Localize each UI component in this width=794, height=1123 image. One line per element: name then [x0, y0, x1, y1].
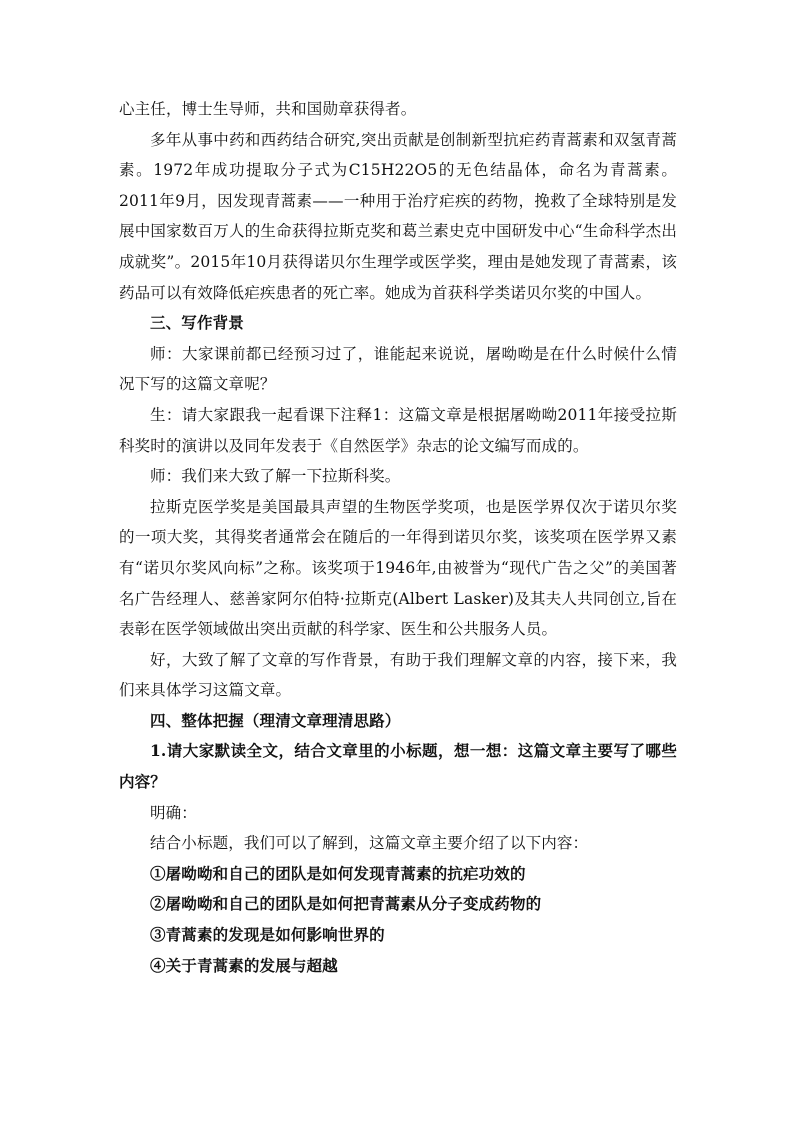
paragraph-lasker-description: 拉斯克医学奖是美国最具声望的生物医学奖项，也是医学界仅次于诺贝尔奖的一项大奖，其得奖者通常会在随后的一年得到诺贝尔奖，该奖项在医学界又素有“诺贝尔奖风向标”之称。该奖项于1946年,由被誉为“现代广告之父”的美国著名广告经理人、慈善家阿尔伯特·拉斯克(Albert Lasker)及其夫人共同创立,旨在表彰在医学领域做出突出贡献的科学家、医生和公共服务人员。: [119, 497, 677, 639]
list-item-1: ①屠呦呦和自己的团队是如何发现青蒿素的抗疟功效的: [150, 863, 526, 883]
section-heading-writing-background: 三、写作背景: [150, 313, 244, 333]
paragraph-teacher-lasker: 师：我们来大致了解一下拉斯科奖。: [150, 467, 401, 486]
document-body: [119, 94, 677, 981]
paragraph-intro-tail: 心主任，博士生导师，共和国勋章获得者。: [119, 100, 417, 118]
list-item-2: ②屠呦呦和自己的团队是如何把青蒿素从分子变成药物的: [150, 894, 542, 914]
paragraph-clarify-label: 明确：: [150, 803, 197, 822]
paragraph-transition: 好，大致了解了文章的写作背景，有助于我们理解文章的内容，接下来，我们来具体学习这篇文章。: [119, 650, 677, 700]
list-item-3: ③青蒿素的发现是如何影响世界的: [150, 925, 385, 945]
list-item-4: ④关于青蒿素的发展与超越: [150, 955, 338, 975]
section-heading-overall-grasp: 四、整体把握（理清文章理清思路）: [150, 710, 401, 730]
paragraph-teacher-question: 师：大家课前都已经预习过了，谁能起来说说，屠呦呦是在什么时候什么情况下写的这篇文章呢？: [119, 344, 677, 394]
paragraph-contributions: 多年从事中药和西药结合研究,突出贡献是创制新型抗疟药青蒿素和双氢青蒿素。1972年成功提取分子式为C15H22O5的无色结晶体，命名为青蒿素。2011年9月，因发现青蒿素——一种用于治疗疟疾的药物，挽救了全球特别是发展中国家数百万人的生命获得拉斯克奖和葛兰素史克中国研发中心“生命科学杰出成就奖”。2015年10月获得诺贝尔生理学或医学奖，理由是她发现了青蒿素，该药品可以有效降低疟疾患者的死亡率。她成为首获科学类诺贝尔奖的中国人。: [119, 130, 677, 302]
paragraph-student-answer: 生：请大家跟我一起看课下注释1：这篇文章是根据屠呦呦2011年接受拉斯科奖时的演讲以及同年发表于《自然医学》杂志的论文编写而成的。: [119, 405, 677, 455]
question-1: 1.请大家默读全文，结合文章里的小标题，想一想：这篇文章主要写了哪些内容？: [119, 741, 677, 792]
paragraph-clarify-intro: 结合小标题，我们可以了解到，这篇文章主要介绍了以下内容：: [150, 834, 589, 853]
